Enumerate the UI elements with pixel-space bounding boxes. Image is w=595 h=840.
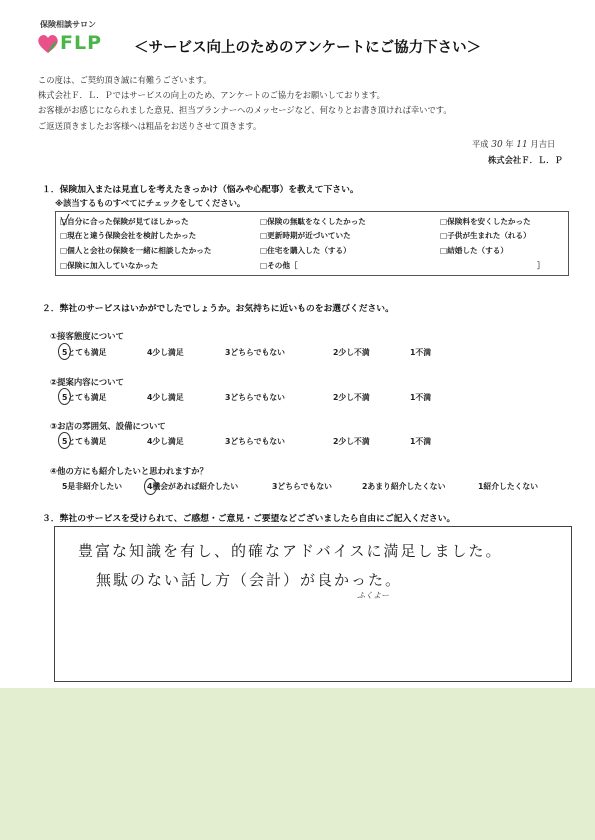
q2-sub1-rating-5[interactable]: 5とても満足: [62, 348, 107, 357]
q1-option-11[interactable]: □その他［: [260, 261, 298, 270]
selected-circle: [58, 432, 71, 449]
q2-referral-option-1[interactable]: 1紹介したくない: [478, 482, 539, 491]
q2-sub3-rating-3[interactable]: 3どちらでもない: [225, 437, 285, 446]
intro-line-2: 株式会社Ｆ．Ｌ．Ｐではサービスの向上のため、アンケートのご協力をお願いしております。: [38, 90, 385, 100]
logo-brand: FLP: [60, 32, 103, 54]
q2-referral-option-5[interactable]: 5是非紹介したい: [62, 482, 123, 491]
q2-heading: ２．弊社のサービスはいかがでしたでしょうか。お気持ちに近いものをお選びください。: [42, 304, 394, 314]
company-name: 株式会社Ｆ．Ｌ．Ｐ: [488, 155, 563, 165]
selected-circle: [58, 388, 71, 405]
q2-sub1-rating-2[interactable]: 2少し不満: [333, 348, 370, 357]
q2-sub2-rating-4[interactable]: 4少し満足: [147, 393, 184, 402]
q2-sub2-rating-5[interactable]: 5とても満足: [62, 393, 107, 402]
q1-option-5[interactable]: □更新時期が近づいていた: [260, 231, 351, 240]
q2-sub3-rating-2[interactable]: 2少し不満: [333, 437, 370, 446]
heart-logo-icon: [37, 34, 59, 54]
q1-option-2[interactable]: □保険の無駄をなくしたかった: [260, 217, 366, 226]
q3-heading: ３．弊社のサービスを受けられて、ご感想・ご意見・ご要望などございましたら自由にご記入ください。: [42, 514, 456, 524]
q1-option-7[interactable]: □個人と会社の保険を一緒に相談したかった: [60, 246, 212, 255]
q2-sub2-title: ②提案内容について: [50, 377, 124, 387]
date-month: 11: [516, 140, 528, 150]
q2-referral-title: ④他の方にも紹介したいと思われますか？: [50, 466, 208, 476]
q1-option-6[interactable]: □子供が生まれた（れる）: [440, 231, 531, 240]
q2-sub2-rating-2[interactable]: 2少し不満: [333, 393, 370, 402]
signature: ふくよー: [357, 591, 389, 600]
comment-line-2: 無駄のない話し方（会計）が良かった。: [96, 571, 403, 589]
intro-line-3: お客様がお感じになられました意見、担当プランナーへのメッセージなど、何なりとお書き頂ければ幸いです。: [38, 105, 452, 115]
q1-option-10[interactable]: □保険に加入していなかった: [60, 261, 159, 270]
intro-line-4: ご返送頂きましたお客様へは粗品をお送りさせて頂きます。: [38, 121, 262, 131]
selected-circle: [144, 478, 157, 495]
q2-sub1-rating-4[interactable]: 4少し満足: [147, 348, 184, 357]
q2-sub3-rating-1[interactable]: 1不満: [410, 437, 432, 446]
q1-note: ※該当するものすべてにチェックをしてください。: [55, 198, 246, 208]
checkmark-icon: [59, 213, 71, 227]
q1-option-11-close: ］: [537, 261, 545, 270]
comment-line-1: 豊富な知識を有し、的確なアドバイスに満足しました。: [78, 542, 503, 560]
q2-sub1-rating-3[interactable]: 3どちらでもない: [225, 348, 285, 357]
date-line: [472, 138, 555, 150]
q1-option-3[interactable]: □保険料を安くしたかった: [440, 217, 531, 226]
q2-sub3-title: ③お店の雰囲気、設備について: [50, 421, 166, 431]
logo-caption: 保険相談サロン: [40, 20, 96, 29]
q1-option-8[interactable]: □住宅を購入した（する）: [260, 246, 351, 255]
selected-circle: [58, 343, 71, 360]
q2-sub2-rating-1[interactable]: 1不満: [410, 393, 432, 402]
date-year-unit: 年: [505, 139, 514, 149]
date-month-unit: 月吉日: [530, 139, 556, 149]
q1-option-9[interactable]: □結婚した（する）: [440, 246, 508, 255]
q1-heading: １．保険加入または見直しを考えたきっかけ（悩みや心配事）を教えて下さい。: [42, 185, 359, 195]
q2-referral-option-2[interactable]: 2あまり紹介したくない: [362, 482, 446, 491]
q2-referral-option-4[interactable]: 4機会があれば紹介したい: [147, 482, 239, 491]
q2-sub1-title: ①接客態度について: [50, 331, 124, 341]
q2-referral-option-3[interactable]: 3どちらでもない: [272, 482, 332, 491]
q1-option-4[interactable]: □現在と違う保険会社を検討したかった: [60, 231, 197, 240]
date-era: 平成: [472, 139, 489, 149]
q2-sub3-rating-5[interactable]: 5とても満足: [62, 437, 107, 446]
intro-line-1: この度は、ご契約頂き誠に有難うございます。: [38, 75, 212, 85]
page-title: ＜サービス向上のためのアンケートにご協力下さい＞: [134, 40, 482, 56]
q2-sub2-rating-3[interactable]: 3どちらでもない: [225, 393, 285, 402]
q2-sub1-rating-1[interactable]: 1不満: [410, 348, 432, 357]
q2-sub3-rating-4[interactable]: 4少し満足: [147, 437, 184, 446]
q1-option-1[interactable]: □自分に合った保険が見てほしかった: [60, 217, 189, 226]
date-year: 30: [491, 140, 503, 150]
